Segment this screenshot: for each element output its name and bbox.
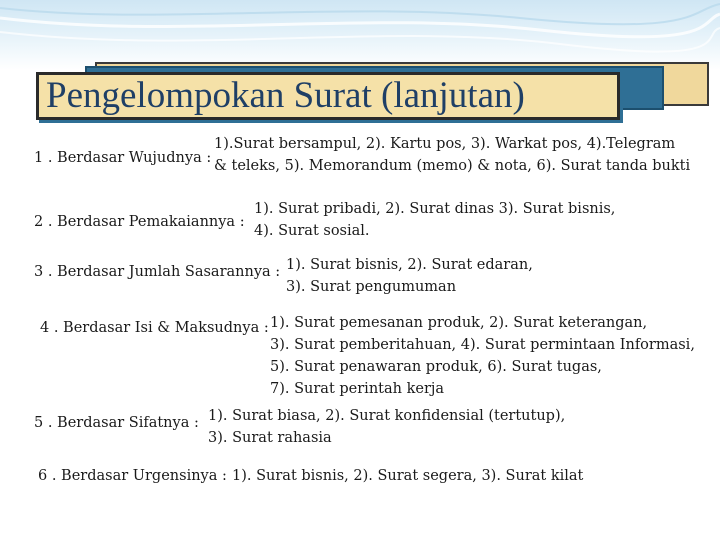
category-items-pemakaian: [254, 198, 615, 242]
category-label-sasaran: 3 . Berdasar Jumlah Sasarannya :: [34, 264, 281, 280]
item-line: 3). Surat pengumuman: [286, 279, 457, 295]
item-line: 4). Surat sosial.: [254, 223, 370, 239]
item-line: 1). Surat bisnis, 2). Surat segera, 3). Surat kilat: [232, 468, 584, 484]
category-label-wujud: 1 . Berdasar Wujudnya :: [34, 150, 212, 166]
category-items-wujud: [214, 133, 690, 177]
item-line: 1). Surat pemesanan produk, 2). Surat keterangan,: [270, 315, 648, 331]
item-line: 1). Surat bisnis, 2). Surat edaran,: [286, 257, 533, 273]
wave-decoration: [0, 0, 720, 70]
category-items-sifat: [208, 405, 565, 449]
item-line: 3). Surat rahasia: [208, 430, 332, 446]
category-items-sasaran: [286, 254, 533, 298]
category-label-pemakaian: 2 . Berdasar Pemakaiannya :: [34, 214, 245, 230]
item-line: 7). Surat perintah kerja: [270, 381, 445, 397]
item-line: 3). Surat pemberitahuan, 4). Surat permintaan Informasi,: [270, 337, 695, 353]
category-label-urgensi: 6 . Berdasar Urgensinya :: [38, 468, 227, 484]
category-items-isi: [270, 312, 695, 400]
item-line: 5). Surat penawaran produk, 6). Surat tugas,: [270, 359, 602, 375]
category-items-urgensi: [232, 465, 583, 487]
slide-title: Pengelompokan Surat (lanjutan): [46, 75, 525, 116]
category-label-sifat: 5 . Berdasar Sifatnya :: [34, 415, 199, 431]
category-label-isi: 4 . Berdasar Isi & Maksudnya :: [40, 320, 269, 336]
item-line: 1).Surat bersampul, 2). Kartu pos, 3). Warkat pos, 4).Telegram: [214, 136, 676, 152]
item-line: 1). Surat biasa, 2). Surat konfidensial (tertutup),: [208, 408, 566, 424]
item-line: & teleks, 5). Memorandum (memo) & nota, 6). Surat tanda bukti: [214, 158, 691, 174]
decorative-header-band: [0, 0, 720, 70]
item-line: 1). Surat pribadi, 2). Surat dinas 3). Surat bisnis,: [254, 201, 616, 217]
